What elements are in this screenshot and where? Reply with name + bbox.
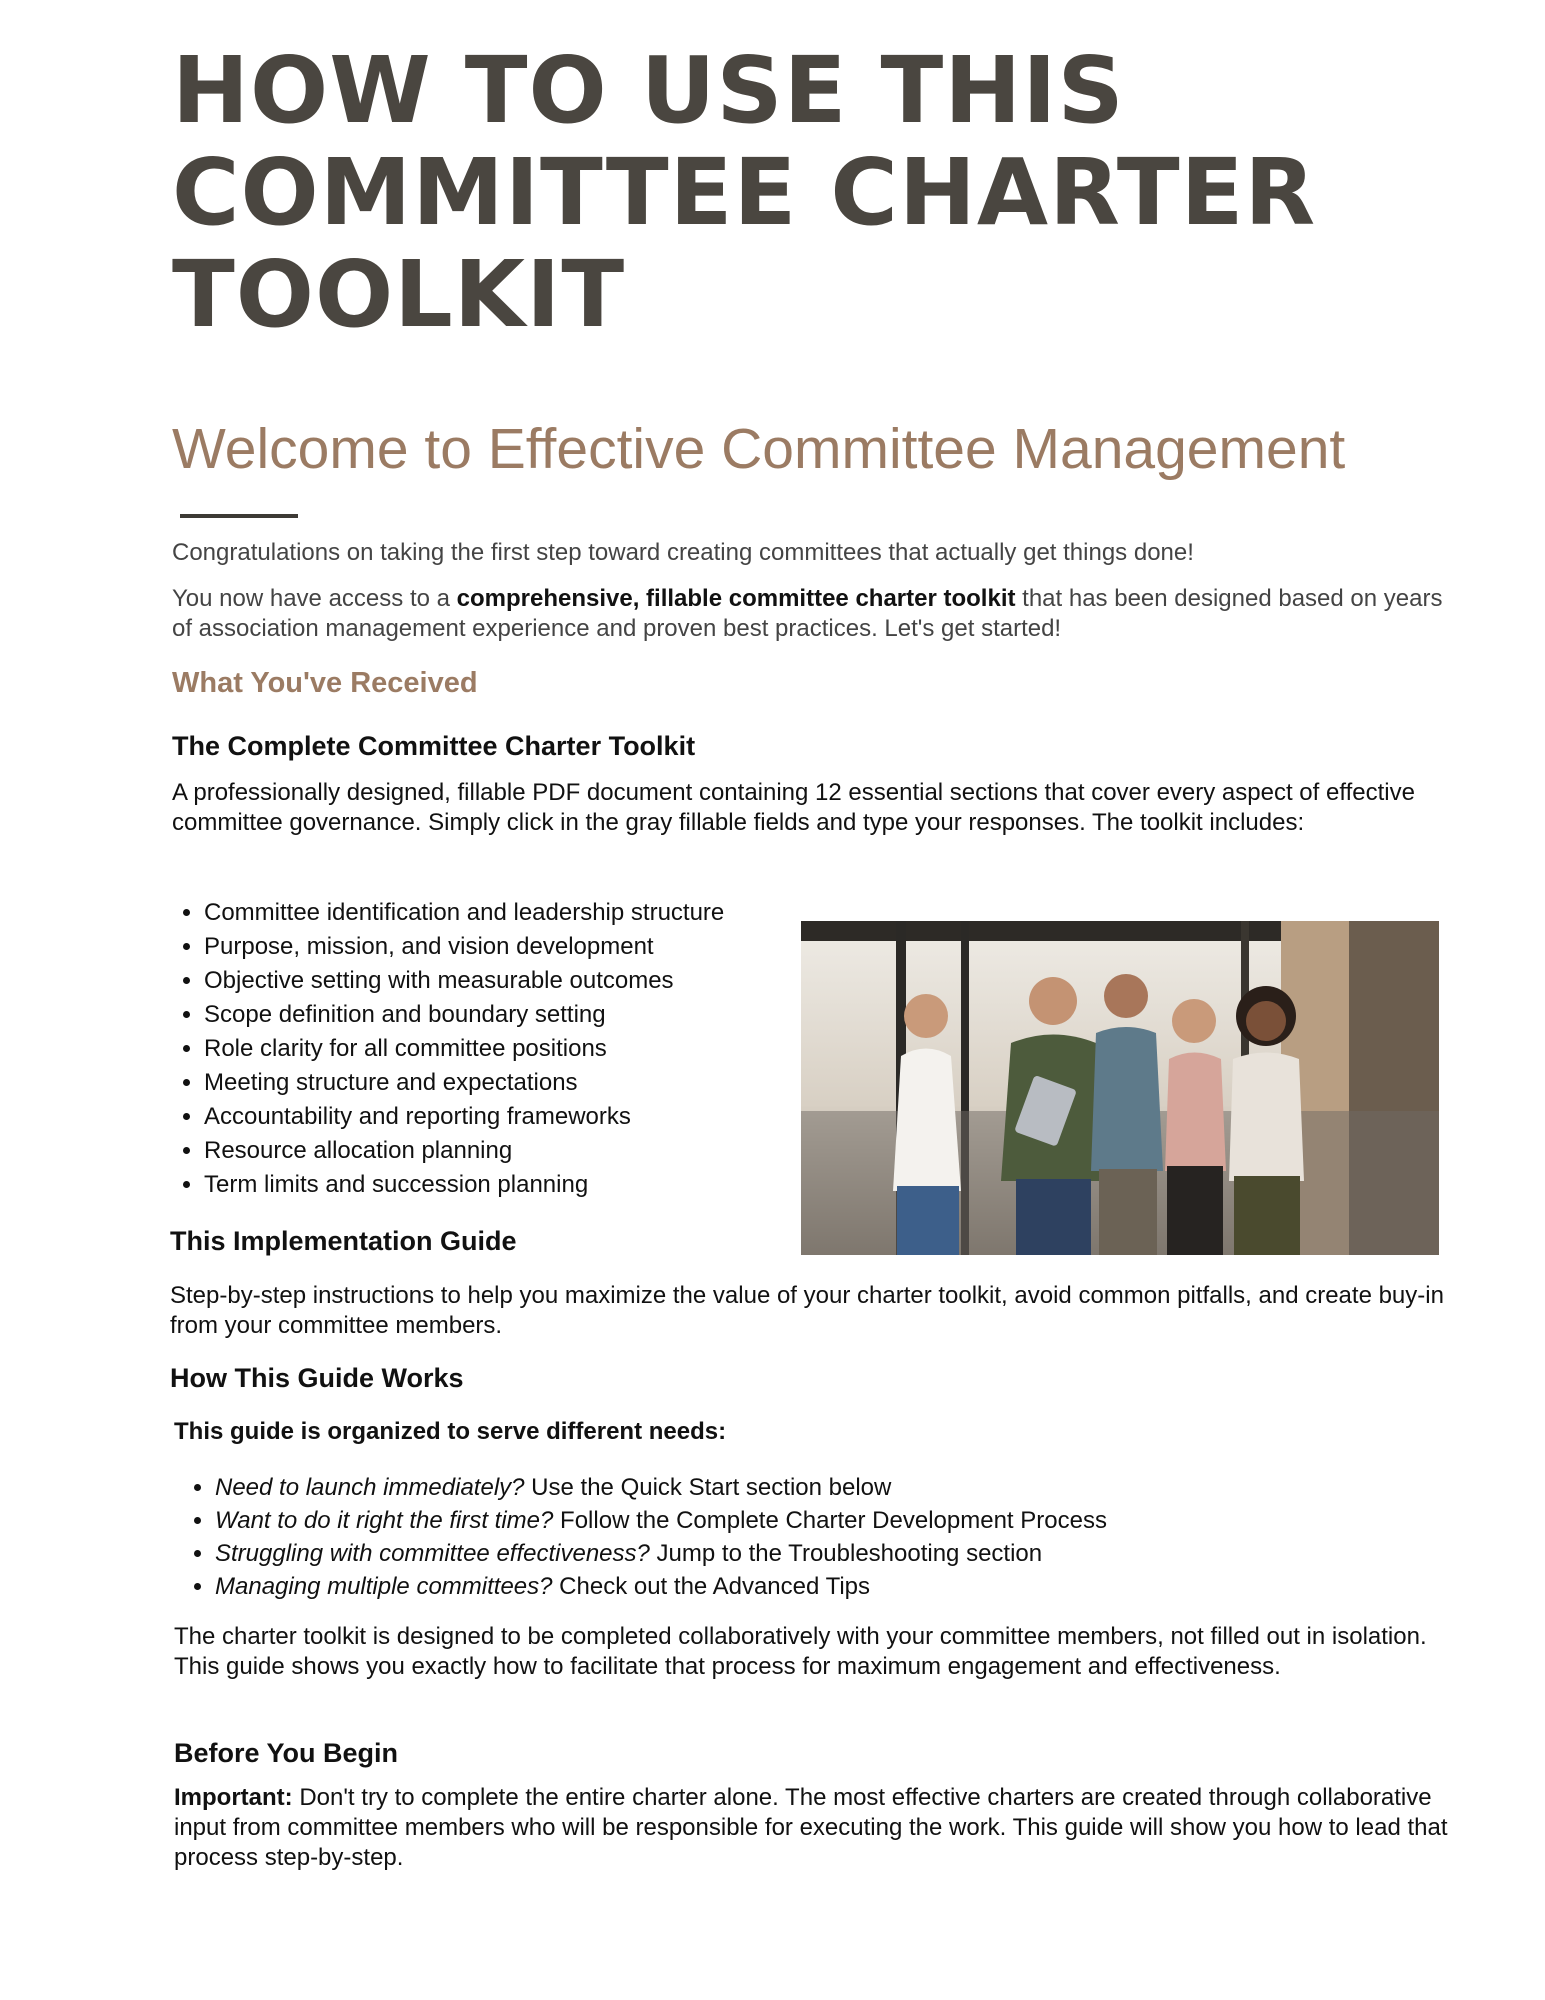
list-item: • Accountability and reporting frameworks <box>204 1100 824 1134</box>
need-question: Struggling with committee effectiveness? <box>215 1540 650 1567</box>
important-label: Important: <box>174 1784 293 1811</box>
page-title <box>172 37 1452 348</box>
before-begin-heading: Before You Begin <box>174 1738 399 1768</box>
team-photo <box>801 921 1439 1255</box>
list-item <box>215 1471 1415 1504</box>
list-item: • Meeting structure and expectations <box>204 1066 824 1100</box>
list-item <box>215 1537 1415 1570</box>
heading-divider <box>180 514 298 518</box>
list-item: • Scope definition and boundary setting <box>204 998 824 1032</box>
intro-access-before: You now have access to a <box>172 585 457 612</box>
how-works-heading: How This Guide Works <box>170 1363 464 1393</box>
before-begin-text <box>174 1783 1459 1873</box>
list-item: • Objective setting with measurable outcomes <box>204 964 824 998</box>
need-answer: Follow the Complete Charter Development Process <box>553 1507 1107 1534</box>
list-item: • Resource allocation planning <box>204 1134 824 1168</box>
toolkit-items-list <box>172 896 824 1202</box>
guide-heading: This Implementation Guide <box>170 1226 517 1256</box>
list-item: • Role clarity for all committee positions <box>204 1032 824 1066</box>
list-item: • Committee identification and leadership structure <box>204 896 824 930</box>
need-answer: Jump to the Troubleshooting section <box>649 1540 1043 1567</box>
needs-list <box>183 1471 1415 1603</box>
how-works-subheading: This guide is organized to serve different needs: <box>174 1418 727 1445</box>
list-item: • Purpose, mission, and vision development <box>204 930 824 964</box>
intro-access <box>172 584 1457 644</box>
need-answer: Use the Quick Start section below <box>524 1474 892 1501</box>
need-answer: Check out the Advanced Tips <box>552 1573 871 1600</box>
intro-congrats: Congratulations on taking the first step toward creating committees that actually get things done! <box>172 539 1194 566</box>
before-begin-body: Don't try to complete the entire charter alone. The most effective charters are created through collaborative input from committee members who will be responsible for executing the work. This guide will show you how to lead that process step-by-step. <box>174 1784 1448 1871</box>
how-works-closing: The charter toolkit is designed to be completed collaboratively with your committee members, not filled out in isolation. This guide shows you exactly how to facilitate that process for maximum engagement and effectiveness. <box>174 1623 1427 1680</box>
title-line-3: TOOLKIT <box>172 241 626 348</box>
guide-description: Step-by-step instructions to help you maximize the value of your charter toolkit, avoid common pitfalls, and create buy-in from your committee members. <box>170 1282 1444 1339</box>
welcome-heading: Welcome to Effective Committee Management <box>172 417 1346 481</box>
need-question: Managing multiple committees? <box>215 1573 553 1600</box>
list-item <box>215 1504 1415 1537</box>
title-line-1: HOW TO USE THIS <box>172 37 1125 144</box>
need-question: Want to do it right the first time? <box>215 1507 554 1534</box>
title-line-2: COMMITTEE CHARTER <box>172 139 1317 246</box>
intro-access-bold: comprehensive, fillable committee charter toolkit <box>456 585 1016 612</box>
need-question: Need to launch immediately? <box>215 1474 525 1501</box>
toolkit-heading: The Complete Committee Charter Toolkit <box>172 731 696 761</box>
toolkit-description: A professionally designed, fillable PDF document containing 12 essential sections that cover every aspect of effective committee governance. Simply click in the gray fillable fields and type your responses. The toolkit includes: <box>172 779 1415 836</box>
intro-access-after: that has been designed based on years of association management experience and proven best practices. Let's get started! <box>172 585 1443 642</box>
list-item: • Term limits and succession planning <box>204 1168 824 1202</box>
list-item <box>215 1570 1415 1603</box>
received-heading: What You've Received <box>172 667 478 699</box>
